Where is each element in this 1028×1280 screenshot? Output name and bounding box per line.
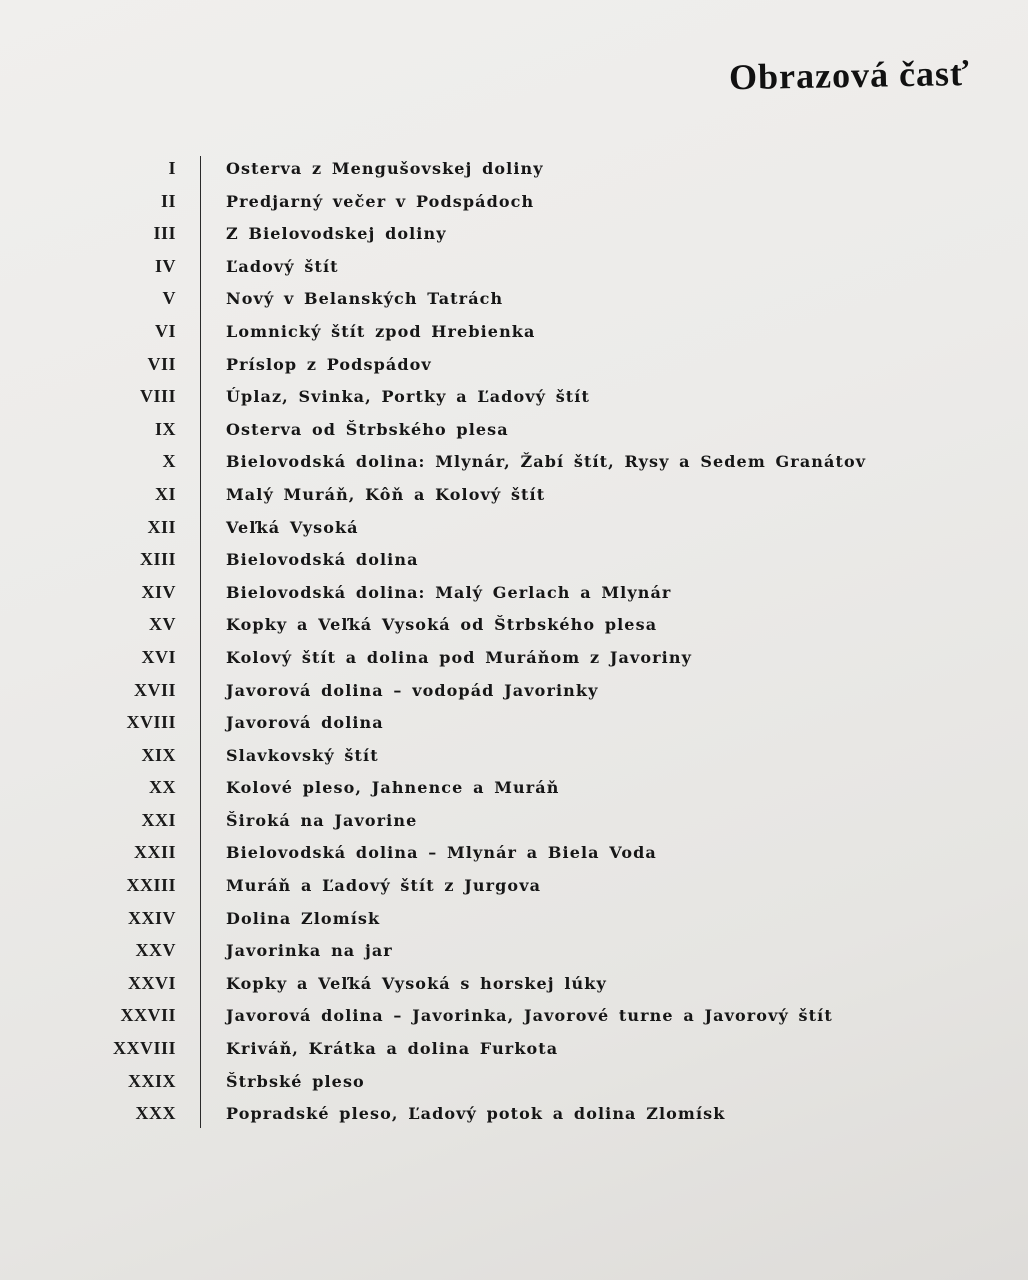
plate-caption: Dolina Zlomísk [226,908,381,928]
plate-caption: Štrbské pleso [226,1071,365,1091]
plate-caption: Ľadový štít [226,256,339,276]
plate-number: XXX [135,1103,176,1124]
plate-caption: Osterva od Štrbského plesa [226,419,509,439]
plate-caption: Malý Muráň, Kôň a Kolový štít [226,484,546,504]
plate-caption: Široká na Javorine [226,810,418,830]
plate-number: XV [149,614,176,635]
plate-entry [0,739,1028,772]
plate-entry [0,282,1028,315]
plate-number: XIII [139,549,176,570]
plate-entry [0,641,1028,674]
plate-number: XXVI [127,972,176,993]
plate-caption: Kolové pleso, Jahnence a Muráň [226,778,560,798]
plate-number: VII [147,353,176,374]
plate-entry [0,1097,1028,1130]
plate-caption: Príslop z Podspádov [226,354,432,374]
plate-caption: Veľká Vysoká [226,517,359,537]
plate-entry [0,1065,1028,1098]
plate-number: IV [154,255,176,276]
plate-entry [0,706,1028,739]
plate-caption: Javorová dolina – Javorinka, Javorové turne a Javorový štít [226,1006,833,1026]
plate-number: XX [149,777,176,798]
plate-entry [0,999,1028,1032]
plate-entry [0,836,1028,869]
plate-entry [0,511,1028,544]
plate-entry [0,804,1028,837]
plate-entry [0,445,1028,478]
plate-entry [0,217,1028,250]
plate-number: XXVII [120,1005,176,1026]
plate-caption: Osterva z Mengušovskej doliny [226,159,544,178]
plate-entry [0,902,1028,935]
plate-caption: Kolový štít a dolina pod Muráňom z Javoriny [226,647,692,667]
plate-caption: Javorová dolina – vodopád Javorinky [226,680,599,700]
plate-number: XIX [141,744,176,765]
plate-entry [0,152,1028,185]
plate-entry [0,967,1028,1000]
plate-number: VI [154,320,176,341]
plate-number: XII [147,516,176,537]
plate-caption: Javorinka na jar [226,941,393,961]
plate-entry [0,1032,1028,1065]
plate-number: VIII [139,386,176,407]
plate-caption: Popradské pleso, Ľadový potok a dolina Zlomísk [226,1104,726,1124]
plate-entry [0,348,1028,381]
plate-caption: Muráň a Ľadový štít z Jurgova [226,876,542,896]
plate-number: V [162,288,176,309]
plate-number: XXV [135,940,176,961]
plate-entry [0,576,1028,609]
plate-entry [0,185,1028,218]
plate-entry [0,250,1028,283]
plate-number: III [153,223,176,244]
plate-caption: Bielovodská dolina [226,550,419,570]
plate-number: XVI [141,646,176,667]
plate-number: XXIV [127,907,176,928]
plate-caption: Lomnický štít zpod Hrebienka [226,321,536,341]
plate-number: XXII [133,842,176,863]
plate-caption: Bielovodská dolina: Malý Gerlach a Mlynár [226,582,672,602]
page-title: Obrazová časť [728,53,971,98]
plate-entry [0,869,1028,902]
plate-entry [0,380,1028,413]
plate-entry [0,315,1028,348]
plate-entry [0,543,1028,576]
plate-caption: Úplaz, Svinka, Portky a Ľadový štít [226,387,590,407]
plate-number: XVII [133,679,176,700]
plate-caption: Bielovodská dolina – Mlynár a Biela Voda [226,843,657,863]
plate-number: XXIX [127,1070,176,1091]
plate-entry [0,934,1028,967]
plate-caption: Javorová dolina [226,713,384,733]
plate-entry [0,771,1028,804]
plate-list [0,152,1028,1130]
plate-caption: Predjarný večer v Podspádoch [226,191,535,211]
plate-number: XXI [141,809,176,830]
plate-number: II [160,190,176,211]
plate-caption: Kopky a Veľká Vysoká od Štrbského plesa [226,615,658,635]
plate-caption: Bielovodská dolina: Mlynár, Žabí štít, Rysy a Sedem Granátov [226,452,867,472]
plate-caption: Kopky a Veľká Vysoká s horskej lúky [226,973,607,993]
plate-entry [0,674,1028,707]
plate-caption: Slavkovský štít [226,745,379,765]
plate-caption: Kriváň, Krátka a dolina Furkota [226,1039,559,1059]
plate-caption: Nový v Belanských Tatrách [226,289,504,309]
plate-entry [0,608,1028,641]
plate-caption: Z Bielovodskej doliny [226,224,447,244]
plate-number: XXIII [126,875,176,896]
plate-number: X [162,451,176,472]
plate-number: XI [154,483,176,504]
plate-number: IX [154,418,176,439]
plate-number: XXVIII [112,1038,176,1059]
plate-number: XVIII [126,712,176,733]
plate-entry [0,478,1028,511]
plate-number: I [168,158,176,178]
plate-entry [0,413,1028,446]
plate-number: XIV [141,581,176,602]
